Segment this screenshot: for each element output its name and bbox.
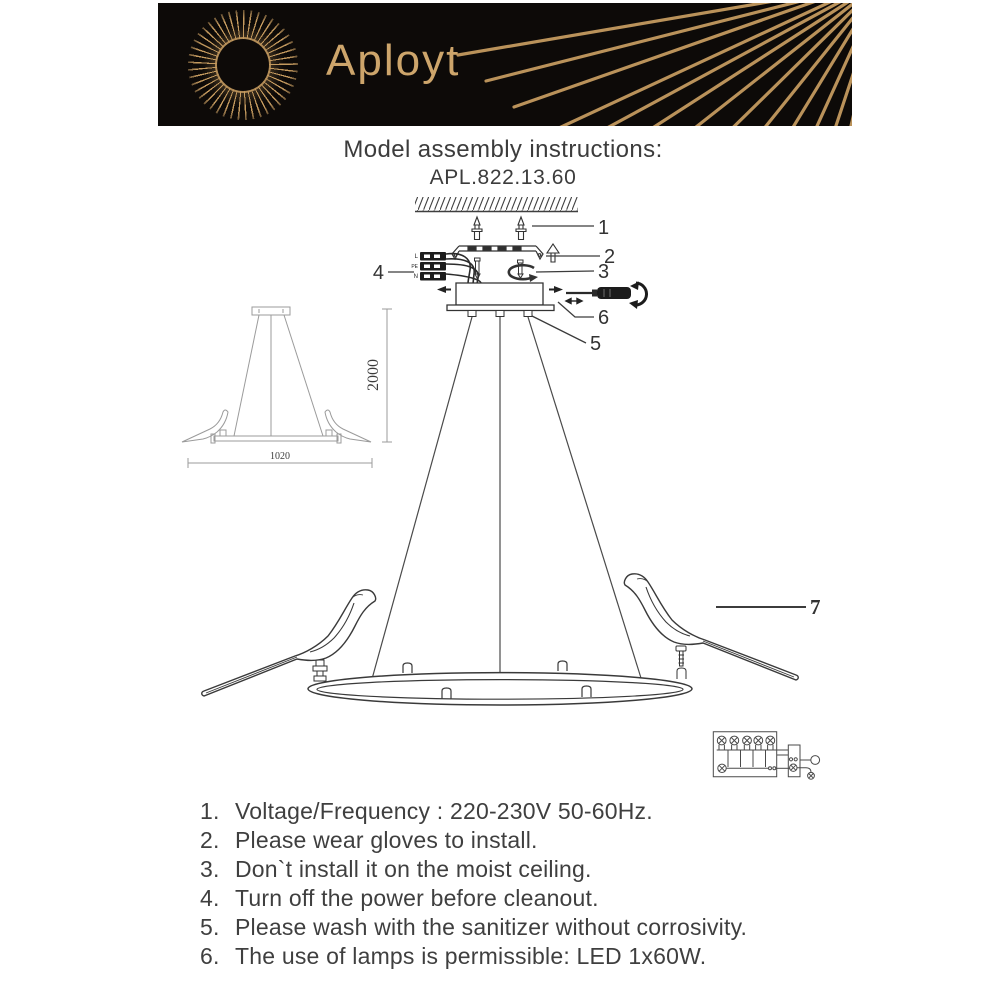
item-number: 6. <box>200 943 220 969</box>
instructions-list <box>200 797 860 971</box>
item-number: 5. <box>200 914 220 940</box>
dim-drop-label: 2000 <box>365 359 382 391</box>
list-item <box>200 884 860 913</box>
terminal-label-n: N <box>413 274 418 280</box>
callout-7: 7 <box>810 595 821 619</box>
screwdriver-icon <box>566 282 647 310</box>
canopy-screws <box>475 258 539 282</box>
terminal-label-l: L <box>414 254 418 260</box>
callout-2: 2 <box>604 246 616 268</box>
bird-right-mount <box>676 646 686 679</box>
list-item <box>200 855 860 884</box>
callout-4: 4 <box>372 262 384 284</box>
list-item <box>200 942 860 971</box>
item-text: The use of lamps is permissible: LED 1x60W. <box>235 943 707 969</box>
suspension-wires <box>372 317 641 679</box>
doc-title: Model assembly instructions: <box>343 136 663 163</box>
wiring-diagram <box>713 732 819 779</box>
double-arrow-icon <box>566 299 582 304</box>
item-number: 1. <box>200 798 220 824</box>
bird-left-mount <box>313 660 327 681</box>
item-text: Turn off the power before cleanout. <box>235 885 599 911</box>
item-text: Voltage/Frequency : 220-230V 50-60Hz. <box>235 798 653 824</box>
callout-6: 6 <box>598 307 610 329</box>
callout-3: 3 <box>598 261 610 283</box>
bird-right <box>624 574 798 680</box>
list-item <box>200 826 860 855</box>
item-text: Please wash with the sanitizer without corrosivity. <box>235 914 748 940</box>
up-arrow-icon <box>547 244 559 262</box>
dimension-diagram <box>182 307 392 468</box>
callout-5: 5 <box>590 333 602 355</box>
ceiling-hatch <box>415 197 578 212</box>
model-number: APL.822.13.60 <box>429 166 577 189</box>
list-item <box>200 797 860 826</box>
terminal-block <box>411 252 481 284</box>
item-text: Please wear gloves to install. <box>235 827 538 853</box>
canopy <box>447 283 554 317</box>
item-text: Don`t install it on the moist ceiling. <box>235 856 592 882</box>
item-number: 2. <box>200 827 220 853</box>
dim-width-label: 1020 <box>270 451 290 462</box>
item-number: 4. <box>200 885 220 911</box>
terminal-label-pe: PE <box>411 264 418 270</box>
callout-leaders <box>388 226 806 607</box>
item-number: 3. <box>200 856 220 882</box>
list-item <box>200 913 860 942</box>
brand-wordmark: Aployt <box>326 36 461 85</box>
callout-1: 1 <box>598 217 610 239</box>
anchor-screws <box>472 217 526 240</box>
